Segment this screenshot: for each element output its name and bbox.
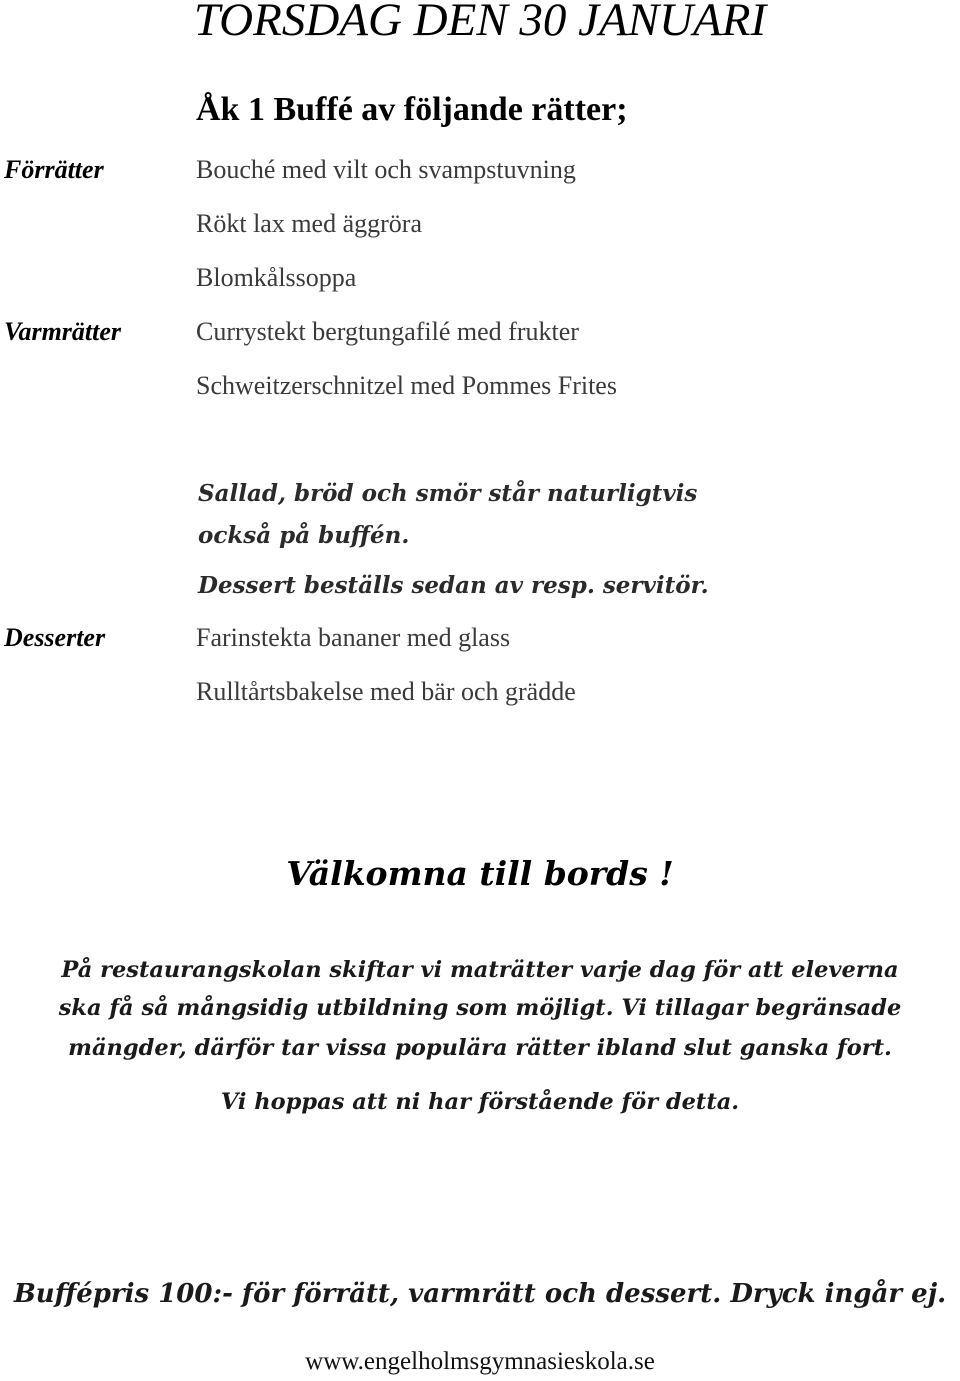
dessert-note: Dessert beställs sedan av resp. servitör. bbox=[198, 572, 709, 599]
category-desserts: Desserter bbox=[4, 623, 106, 652]
dish-item: Currystekt bergtungafilé med frukter bbox=[196, 317, 579, 346]
side-note: Sallad, bröd och smör står naturligtvis bbox=[198, 480, 698, 507]
side-note: också på buffén. bbox=[198, 522, 410, 549]
page-title: TORSDAG DEN 30 JANUARI bbox=[193, 0, 767, 46]
dish-item: Schweitzerschnitzel med Pommes Frites bbox=[196, 371, 617, 400]
dish-item: Rökt lax med äggröra bbox=[196, 209, 422, 238]
info-text: ska få så mångsidig utbildning som möjligt. Vi tillagar begränsade bbox=[58, 995, 902, 1021]
info-text: Vi hoppas att ni har förstående för detta. bbox=[220, 1089, 740, 1115]
category-starters: Förrätter bbox=[4, 155, 104, 184]
category-mains: Varmrätter bbox=[4, 317, 122, 346]
dish-item: Farinstekta bananer med glass bbox=[196, 623, 511, 652]
dish-item: Rulltårtsbakelse med bär och grädde bbox=[196, 677, 576, 706]
info-text: På restaurangskolan skiftar vi maträtter varje dag för att eleverna bbox=[61, 957, 899, 983]
website-link[interactable]: www.engelholmsgymnasieskola.se bbox=[305, 1348, 655, 1375]
welcome-message: Välkomna till bords ! bbox=[286, 854, 674, 893]
info-text: mängder, därför tar vissa populära rätter ibland slut ganska fort. bbox=[68, 1035, 892, 1061]
menu-heading: Åk 1 Buffé av följande rätter; bbox=[196, 91, 628, 128]
dish-item: Bouché med vilt och svampstuvning bbox=[196, 155, 576, 184]
dish-item: Blomkålssoppa bbox=[196, 263, 357, 292]
price-line: Buffépris 100:- för förrätt, varmrätt och dessert. Dryck ingår ej. bbox=[13, 1279, 947, 1309]
